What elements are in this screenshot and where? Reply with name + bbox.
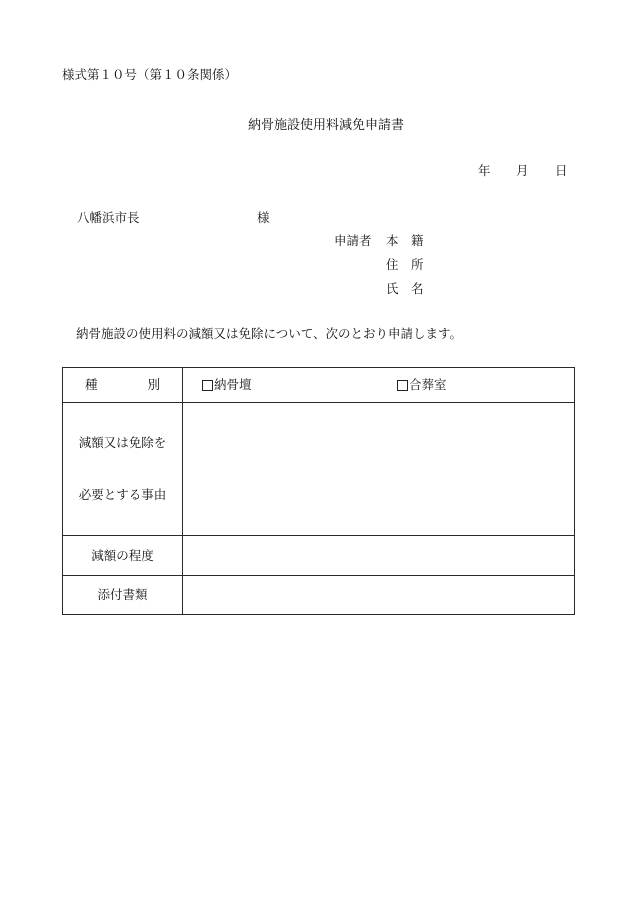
ossuary-checkbox[interactable] <box>202 380 213 391</box>
form-number: 様式第１０号（第１０条関係） <box>62 67 238 82</box>
addressee-honorific: 様 <box>257 210 270 225</box>
type-label: 種 別 <box>63 368 183 403</box>
date-day-label: 日 <box>555 163 568 178</box>
reason-label-line-1: 減額又は免除を <box>78 435 167 450</box>
attachments-label: 添付書類 <box>63 576 183 615</box>
applicant-label: 申請者 <box>334 233 372 248</box>
applicant-domicile-label: 本 籍 <box>386 233 424 248</box>
date-year-label: 年 <box>478 163 491 178</box>
attachments-input-cell[interactable] <box>183 576 575 615</box>
reduction-degree-input-cell[interactable] <box>183 536 575 576</box>
reason-input-cell[interactable] <box>183 403 575 536</box>
ossuary-option-label: 納骨壇 <box>214 377 252 392</box>
applicant-name-label: 氏 名 <box>386 281 424 296</box>
reason-label <box>63 403 183 536</box>
reason-label-line-2: 必要とする事由 <box>78 487 167 502</box>
option-ossuary[interactable] <box>202 378 252 392</box>
table-row-type <box>63 368 575 403</box>
communal-tomb-option-label: 合葬室 <box>409 377 447 392</box>
reduction-degree-label: 減額の程度 <box>63 536 183 576</box>
application-table <box>62 367 575 615</box>
type-options-cell <box>183 368 575 403</box>
table-row-degree <box>63 536 575 576</box>
application-statement: 納骨施設の使用料の減額又は免除について、次のとおり申請します。 <box>76 326 463 341</box>
applicant-address-label: 住 所 <box>386 257 424 272</box>
addressee-name: 八幡浜市長 <box>77 210 140 225</box>
document-title: 納骨施設使用料減免申請書 <box>247 118 404 133</box>
date-month-label: 月 <box>516 163 529 178</box>
communal-tomb-checkbox[interactable] <box>397 380 408 391</box>
option-communal-tomb[interactable] <box>397 378 447 392</box>
table-row-reason <box>63 403 575 536</box>
table-row-attachments <box>63 576 575 615</box>
